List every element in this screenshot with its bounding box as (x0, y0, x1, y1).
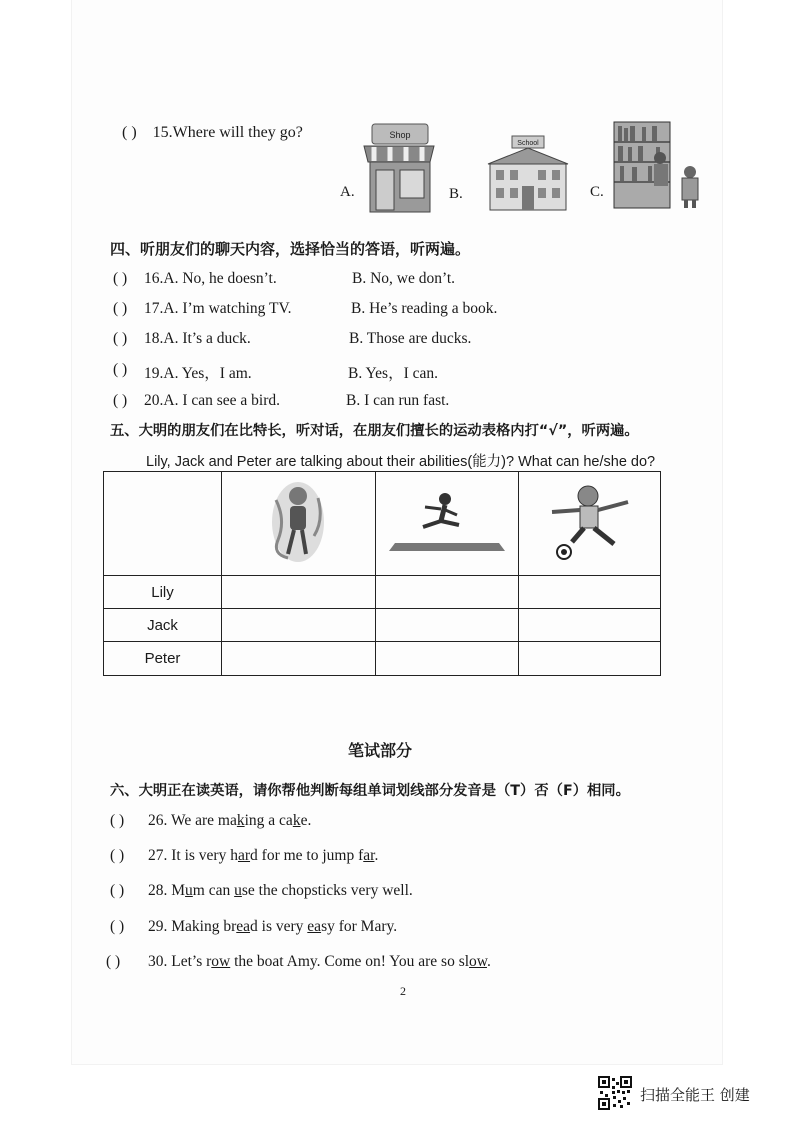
underlined-part: ar (237, 847, 251, 864)
sentence-text: se the chopsticks very well. (241, 882, 413, 899)
sentence-text: 26. We are ma (148, 812, 237, 829)
written-part-title: 笔试部分 (348, 741, 413, 760)
check-cell[interactable] (375, 642, 518, 676)
option-b-letter: B. (449, 186, 463, 202)
underlined-part: ea (307, 918, 322, 935)
shop-sign: Shop (389, 130, 411, 140)
section-5-intro: Lily, Jack and Peter are talking about their abilities(能力)? What can he/she do? (146, 454, 656, 470)
check-cell[interactable] (375, 576, 518, 609)
option-b: B. He’s reading a book. (351, 300, 498, 317)
check-cell[interactable] (221, 609, 375, 642)
table-picture-cell (221, 472, 375, 576)
check-cell[interactable] (375, 609, 518, 642)
option-b: B. Yes，I can. (348, 365, 438, 382)
answer-paren: ( ) (110, 812, 125, 829)
page-number: 2 (400, 984, 406, 998)
table-picture-cell (518, 472, 660, 576)
library-icon (612, 120, 704, 210)
section-5-heading: 五、大明的朋友们在比特长，听对话，在朋友们擅长的运动表格内打“√”，听两遍。 (110, 423, 639, 439)
sentence-text: d is very (250, 918, 308, 935)
sentence-text: ing a ca (244, 812, 293, 829)
underlined-part: ea (236, 918, 251, 935)
underlined-part: u (185, 882, 193, 899)
answer-paren: ( ) (113, 330, 128, 347)
option-b: B. Those are ducks. (349, 330, 472, 347)
answer-paren: ( ) (110, 847, 125, 864)
sentence-text: d for me to jump f (250, 847, 364, 864)
table-header-row (104, 472, 661, 576)
sentence-text: e. (300, 812, 312, 829)
check-cell[interactable] (221, 642, 375, 676)
underlined-part: ow (469, 953, 487, 970)
answer-paren: ( ) (122, 124, 137, 141)
table-corner-cell (104, 472, 222, 576)
sentence-28 (148, 882, 413, 900)
sentence-text: 30. Let’s r (148, 953, 212, 970)
question-15 (122, 124, 303, 142)
sentence-text: 29. Making br (148, 918, 237, 935)
school-icon (484, 134, 572, 214)
answer-paren: ( ) (110, 918, 125, 935)
option-a: 18.A. It’s a duck. (144, 330, 251, 347)
row-name-jack: Jack (104, 609, 222, 642)
answer-paren: ( ) (106, 953, 121, 970)
ribbon-dance-icon (268, 480, 328, 564)
option-a-letter: A. (340, 184, 355, 200)
option-a: 20.A. I can see a bird. (144, 392, 281, 409)
sentence-text: sy for Mary. (321, 918, 398, 935)
underlined-part: k (292, 812, 301, 829)
answer-paren: ( ) (113, 392, 128, 409)
underlined-part: ow (211, 953, 231, 970)
school-sign: School (517, 140, 539, 147)
underlined-part: k (236, 812, 245, 829)
section-6-heading: 六、大明正在读英语，请你帮他判断每组单词划线部分发音是（T）否（F）相同。 (110, 783, 630, 799)
sentence-text: . (374, 847, 379, 864)
sentence-text: 28. M (148, 882, 186, 899)
sentence-30 (148, 953, 491, 971)
answer-paren: ( ) (113, 270, 128, 287)
table-row (104, 609, 661, 642)
sentence-29 (148, 918, 397, 936)
underlined-part: u (234, 882, 242, 899)
qr-code-icon (598, 1076, 632, 1110)
section-4-heading: 四、听朋友们的聊天内容，选择恰当的答语，听两遍。 (110, 240, 471, 258)
sentence-text: the boat Amy. Come on! You are so sl (230, 953, 470, 970)
shop-icon (362, 122, 436, 214)
check-cell[interactable] (518, 642, 660, 676)
abilities-table (103, 471, 661, 676)
option-a: 19.A. Yes，I am. (144, 365, 252, 382)
row-name-lily: Lily (104, 576, 222, 609)
table-row (104, 642, 661, 676)
option-c-letter: C. (590, 184, 604, 200)
scanner-brand: 扫描全能王 创建 (640, 1086, 750, 1104)
option-b: B. I can run fast. (346, 392, 450, 409)
table-row (104, 576, 661, 609)
sentence-text: . (486, 953, 491, 970)
long-jump-icon (385, 485, 509, 559)
row-name-peter: Peter (104, 642, 222, 676)
question-text: 15.Where will they go? (152, 124, 303, 141)
answer-paren: ( ) (110, 882, 125, 899)
option-a: 17.A. I’m watching TV. (144, 300, 292, 317)
table-picture-cell (375, 472, 518, 576)
sentence-26 (148, 812, 311, 830)
sentence-27 (148, 847, 378, 865)
sentence-text: 27. It is very h (148, 847, 238, 864)
check-cell[interactable] (518, 576, 660, 609)
sentence-text: m can (192, 882, 235, 899)
check-cell[interactable] (518, 609, 660, 642)
option-b: B. No, we don’t. (352, 270, 456, 287)
underlined-part: ar (363, 847, 375, 864)
answer-paren: ( ) (113, 300, 128, 317)
answer-paren: ( ) (113, 361, 128, 378)
football-icon (544, 482, 634, 562)
check-cell[interactable] (221, 576, 375, 609)
option-a: 16.A. No, he doesn’t. (144, 270, 277, 287)
